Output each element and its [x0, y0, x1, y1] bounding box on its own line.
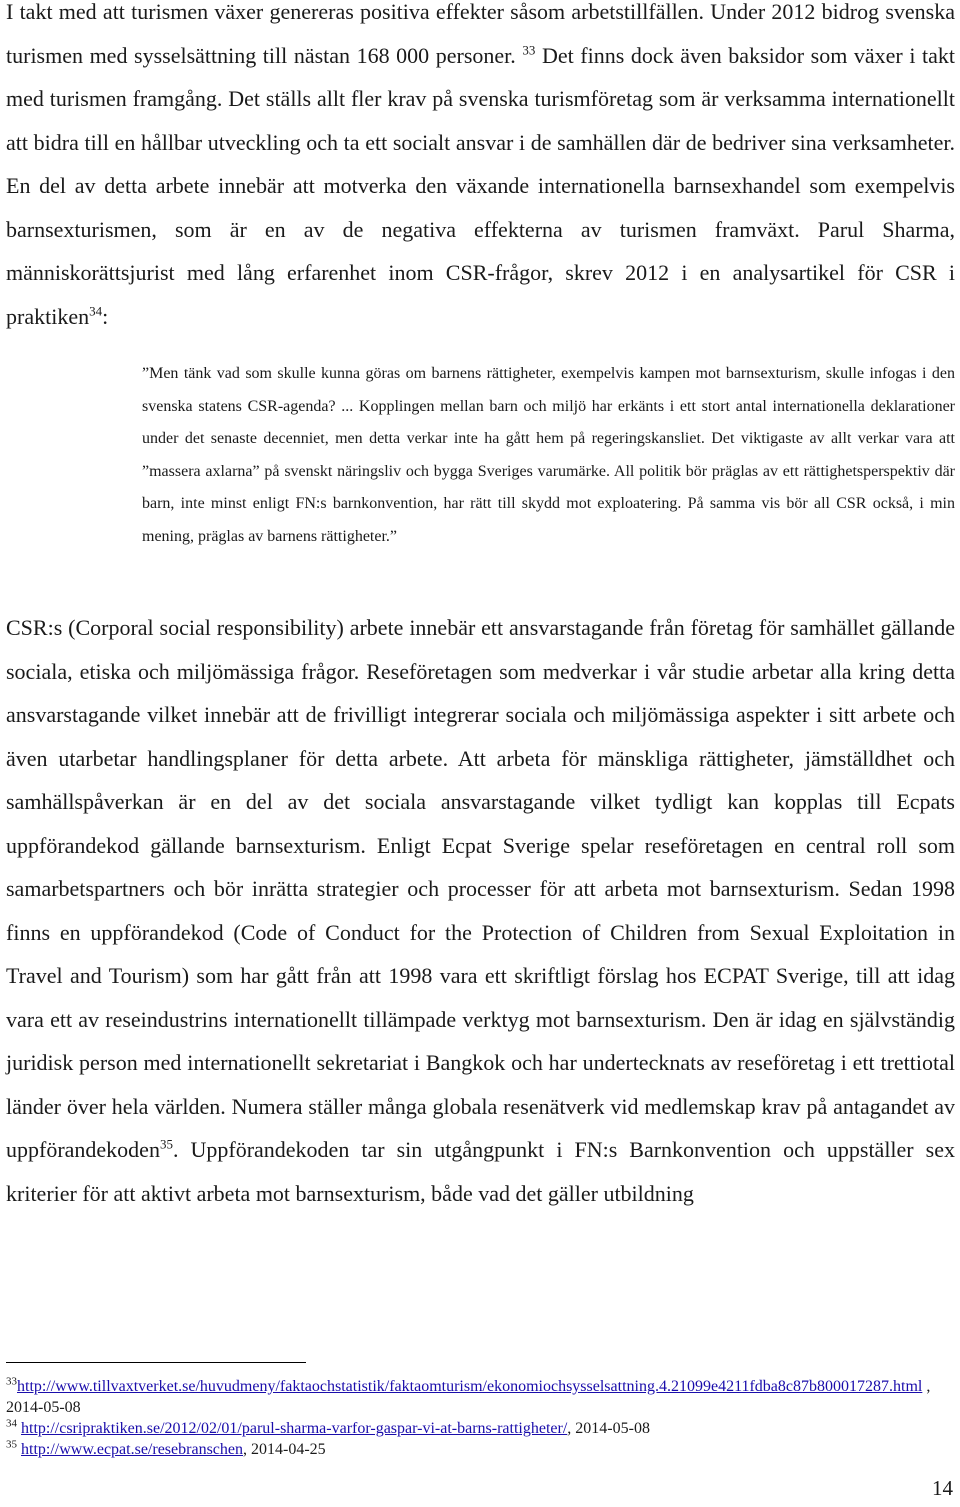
quote-text: ”Men tänk vad som skulle kunna göras om barnens rättigheter, exempelvis kampen mot barnsexturism, skulle infogas i den svenska statens CSR-agenda? ... Kopplingen mellan barn och miljö har erkänts i ett stort antal internationella deklarationer under det senaste decenniet, men detta verkar inte ha gått hem på regeringskansliet. Det viktigaste av allt verkar vara att ”massera axlarna” på svenskt näringsliv och bygga Sveriges varumärke. All politik bör präglas av ett rättighetsperspektiv där barn, inte minst enligt FN:s barnkonvention, har rätt till skydd mot exploatering. På samma vis bör all CSR också, i min mening, präglas av barnens rättigheter.”	[142, 365, 955, 545]
footnote-divider	[6, 1362, 306, 1363]
footnote-date: , 2014-05-08	[567, 1420, 650, 1437]
footnotes	[6, 1376, 955, 1460]
footnote-date: , 2014-05-08	[6, 1378, 931, 1416]
footnote-link[interactable]: http://www.tillvaxtverket.se/huvudmeny/faktaochstatistik/faktaomturism/ekonomiochsysselsattning.4.21099e4211fdba8c87b800017287.html	[17, 1378, 923, 1395]
block-quote	[142, 358, 955, 553]
paragraph-text: I takt med att turismen växer genereras positiva effekter såsom arbetstillfällen. Under 2012 bidrog svenska turismen med sysselsättning till nästan 168 000 personer.	[6, 0, 955, 68]
footnote-date: , 2014-04-25	[243, 1441, 326, 1458]
footnote-link[interactable]: http://www.ecpat.se/resebranschen	[21, 1441, 243, 1458]
footnote-ref-33[interactable]: 33	[522, 42, 536, 58]
footnote-33	[6, 1376, 955, 1418]
footnote-34	[6, 1418, 955, 1439]
body-paragraph-2	[6, 606, 955, 1215]
paragraph-text: CSR:s (Corporal social responsibility) arbete innebär ett ansvarstagande från företag för samhället gällande sociala, etiska och miljömässiga frågor. Reseföretagen som medverkar i vår studie arbetar alla kring detta ansvarstagande vilket innebär att de frivilligt integrerar sociala och miljömässiga aspekter i sitt arbete och även utarbetar handlingsplaner för detta arbete. Att arbeta för mänskliga rättigheter, jämställdhet och samhällspåverkan är en del av det sociala ansvarstagande vilket tydligt kan kopplas till Ecpats uppförandekod gällande barnsexturism. Enligt Ecpat Sverige spelar reseföretagen en central roll som samarbetspartners och bör inrätta strategier och processer för att arbeta mot barnsexturism. Sedan 1998 finns en uppförandekod (Code of Conduct for the Protection of Children from Sexual Exploitation in Travel and Tourism) som har gått från att 1998 vara ett skriftligt förslag hos ECPAT Sverige, till att idag vara ett av reseindustrins internationellt tillämpade verktyg mot barnsexturism. Den är idag en självständig juridisk person med internationellt sekretariat i Bangkok och har undertecknats av reseföretag i ett trettiotal länder över hela världen. Numera ställer många globala resenätverk vid medlemskap krav på antagandet av uppförandekoden	[6, 615, 955, 1162]
footnote-ref-34[interactable]: 34	[89, 303, 103, 319]
footnote-number: 34	[6, 1417, 17, 1430]
footnote-ref-35[interactable]: 35	[159, 1136, 173, 1152]
page-number: 14	[932, 1476, 953, 1500]
footnote-number: 35	[6, 1438, 17, 1451]
footnote-number: 33	[6, 1375, 17, 1388]
footnote-link[interactable]: http://csripraktiken.se/2012/02/01/parul-sharma-varfor-gaspar-vi-at-barns-rattigheter/	[21, 1420, 568, 1437]
footnote-35	[6, 1439, 955, 1460]
paragraph-text: :	[102, 303, 109, 329]
body-paragraph-1	[6, 0, 955, 338]
paragraph-text: . Uppförandekoden tar sin utgångpunkt i FN:s Barnkonvention och uppställer sex kriterier för att aktivt arbeta mot barnsexturism, både vad det gäller utbildning	[6, 1137, 955, 1206]
paragraph-text: Det finns dock även baksidor som växer i takt med turismen framgång. Det ställs allt fler krav på svenska turismföretag som är verksamma internationellt att bidra till en hållbar utveckling och ta ett socialt ansvar i de samhällen där de bedriver sina verksamheter. En del av detta arbete innebär att motverka den växande internationella barnsexhandel som exempelvis barnsexturismen, som är en av de negativa effekterna av turismen framväxt. Parul Sharma, människorättsjurist med lång erfarenhet inom CSR-frågor, skrev 2012 i en analysartikel för CSR i praktiken	[6, 42, 955, 329]
